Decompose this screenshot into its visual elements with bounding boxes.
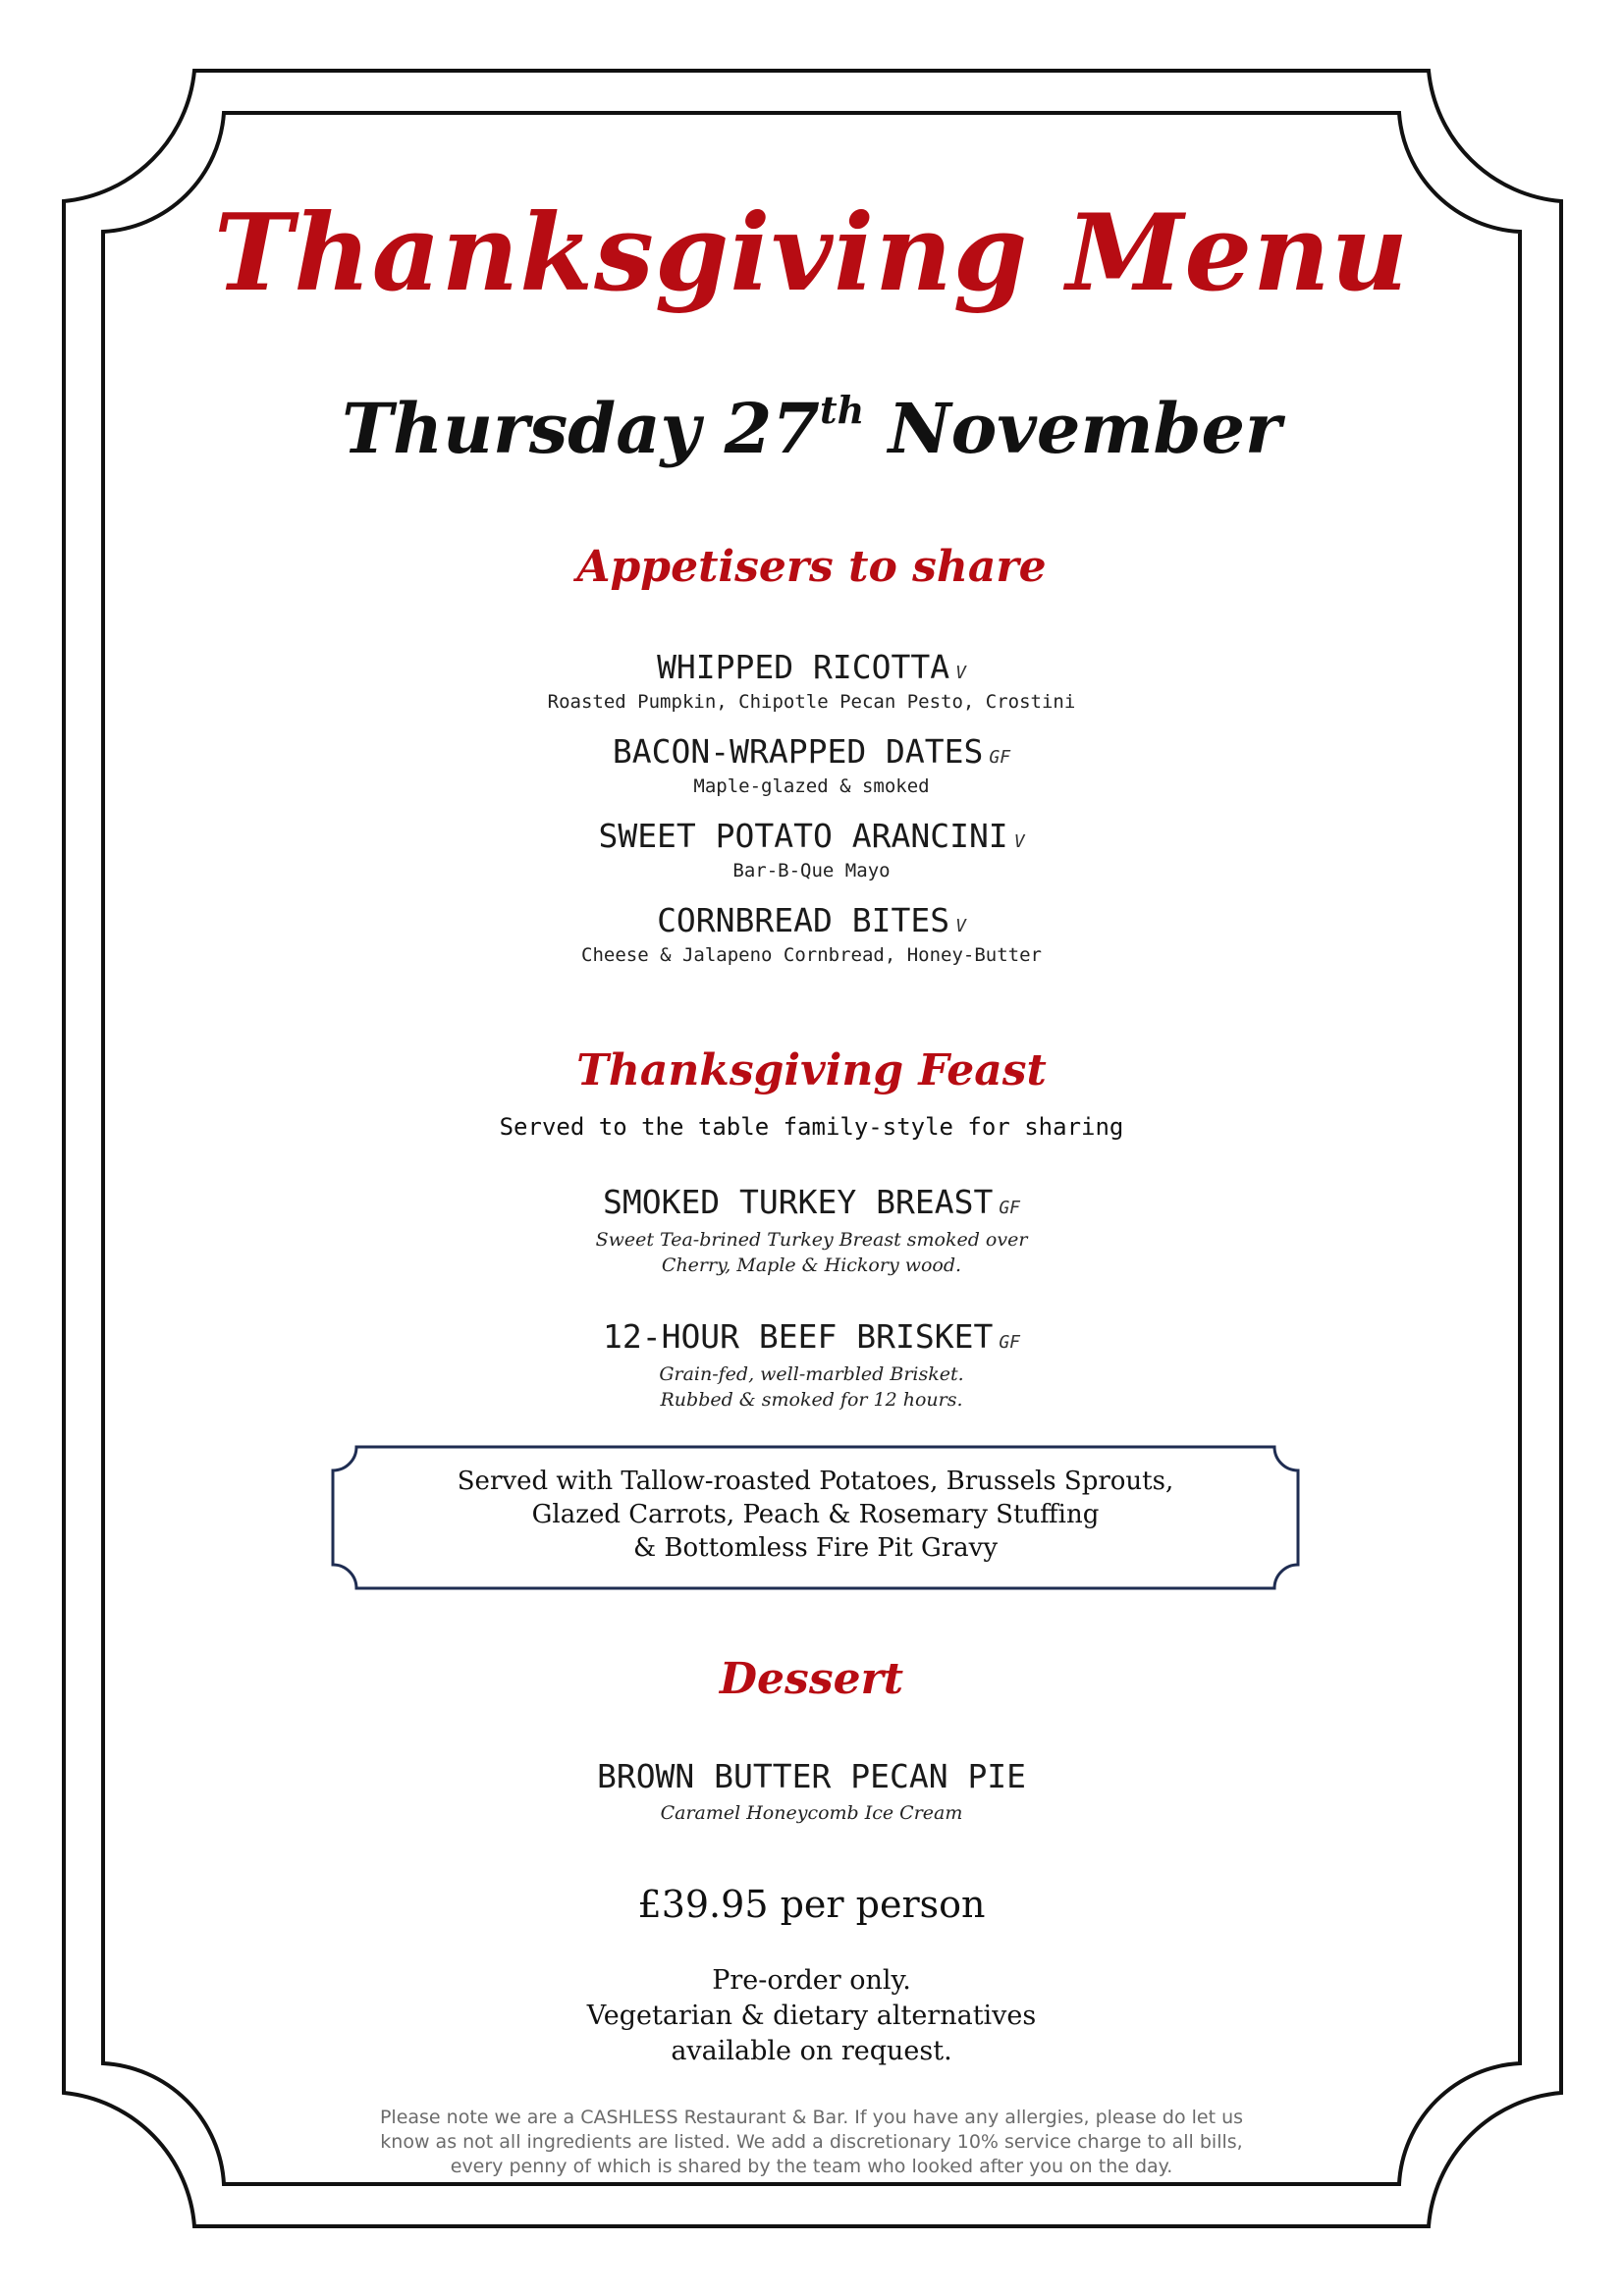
dietary-tag: GF — [989, 747, 1011, 768]
dish-title: BACON-WRAPPED DATES — [612, 732, 984, 771]
section-heading-dessert: Dessert — [719, 1654, 904, 1704]
date-prefix: Thursday 27 — [342, 388, 821, 469]
date-suffix: November — [864, 388, 1281, 469]
dish-name — [0, 1317, 1623, 1356]
dish-description: Caramel Honeycomb Ice Cream — [660, 1802, 963, 1824]
dish-description-line: Sweet Tea-brined Turkey Breast smoked over — [595, 1229, 1028, 1251]
order-note-line: Vegetarian & dietary alternatives — [586, 2001, 1037, 2031]
dietary-tag: V — [955, 916, 966, 936]
footer-line: every penny of which is shared by the team who looked after you on the day. — [450, 2156, 1173, 2177]
dish-description: Cheese & Jalapeno Cornbread, Honey-Butter — [581, 944, 1042, 966]
dietary-tag: V — [955, 663, 966, 683]
date-sup: th — [820, 388, 865, 432]
menu-title: Thanksgiving Menu — [213, 191, 1410, 315]
dish-description-line: Cherry, Maple & Hickory wood. — [661, 1255, 962, 1276]
dish-title: SMOKED TURKEY BREAST — [602, 1183, 994, 1221]
dish-title: SWEET POTATO ARANCINI — [598, 817, 1008, 855]
dish-description-line: Rubbed & smoked for 12 hours. — [660, 1389, 963, 1411]
dish-title: BROWN BUTTER PECAN PIE — [596, 1757, 1027, 1795]
sides-description — [331, 1465, 1300, 1565]
sides-line: Glazed Carrots, Peach & Rosemary Stuffing — [531, 1500, 1100, 1529]
dish-name — [0, 1757, 1623, 1795]
footer-line: know as not all ingredients are listed. We add a discretionary 10% service charge to all bills, — [380, 2131, 1243, 2153]
dietary-tag: GF — [999, 1198, 1021, 1218]
dish-description: Maple-glazed & smoked — [693, 775, 930, 797]
sides-line: & Bottomless Fire Pit Gravy — [632, 1533, 999, 1563]
order-note-line: Pre-order only. — [712, 1965, 911, 1996]
section-heading-appetisers: Appetisers to share — [576, 542, 1047, 592]
dish-name — [0, 648, 1623, 686]
order-notes — [0, 1963, 1623, 2069]
footer-line: Please note we are a CASHLESS Restaurant & Bar. If you have any allergies, please do let us — [379, 2107, 1244, 2128]
dish-description-line: Grain-fed, well-marbled Brisket. — [659, 1363, 964, 1385]
dish-name — [0, 1183, 1623, 1221]
dish-title: 12-HOUR BEEF BRISKET — [602, 1317, 994, 1356]
dietary-tag: GF — [999, 1332, 1021, 1353]
dish-title: WHIPPED RICOTTA — [657, 648, 950, 686]
sides-line: Served with Tallow-roasted Potatoes, Brussels Sprouts, — [457, 1467, 1174, 1496]
menu-date — [0, 388, 1623, 469]
section-heading-feast: Thanksgiving Feast — [576, 1045, 1047, 1095]
dish-name — [0, 732, 1623, 771]
feast-subheading: Served to the table family-style for sharing — [499, 1113, 1124, 1141]
dish-title: CORNBREAD BITES — [657, 901, 950, 939]
order-note-line: available on request. — [671, 2036, 952, 2066]
dish-description: Bar-B-Que Mayo — [732, 860, 891, 881]
price: £39.95 per person — [637, 1883, 986, 1926]
dish-name — [0, 817, 1623, 855]
footer-notice — [0, 2106, 1623, 2179]
dietary-tag: V — [1013, 831, 1025, 852]
dish-description: Roasted Pumpkin, Chipotle Pecan Pesto, Crostini — [547, 691, 1076, 713]
dish-name — [0, 901, 1623, 939]
